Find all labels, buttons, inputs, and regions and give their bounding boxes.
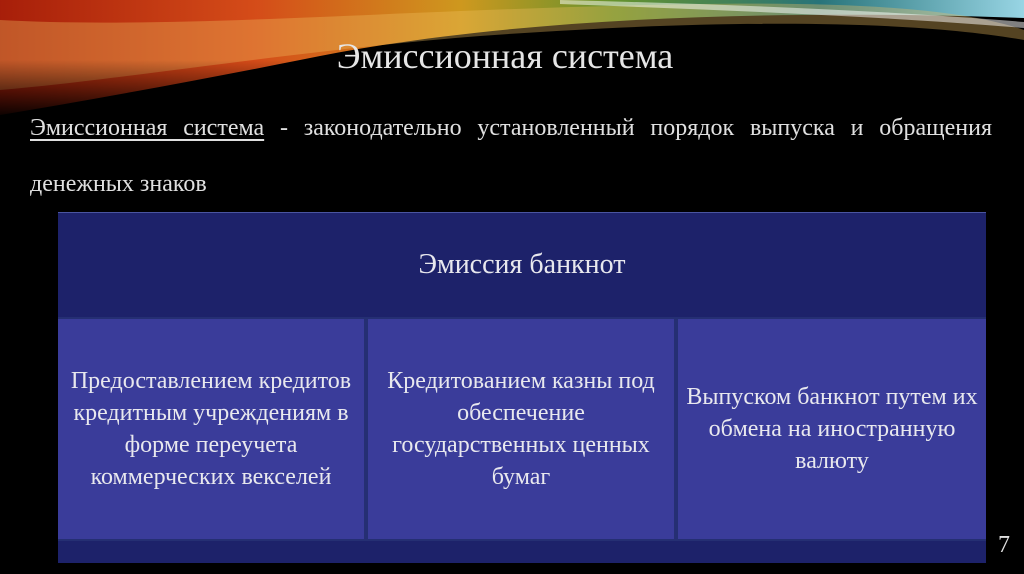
page-number: 7 (998, 532, 1010, 558)
emission-table (58, 212, 986, 563)
table-cell-1-text: Предоставлением кредитов кредитным учреждениям в форме переучета коммерческих векселей (70, 368, 352, 490)
slide-title: Эмиссионная система (336, 36, 674, 76)
table-cell-2-text: Кредитованием казны под обеспечение государственных ценных бумаг (387, 368, 655, 490)
definition-body: - законодательно установленный порядок выпуска и обращения денежных знаков (30, 115, 992, 197)
table-cell-2 (368, 319, 674, 539)
table-footer (58, 541, 986, 563)
table-header: Эмиссия банкнот (58, 213, 986, 317)
definition-text (30, 100, 992, 212)
table-cell-1 (58, 319, 364, 539)
definition-term: Эмиссионная система (30, 115, 265, 141)
table-cell-3 (678, 319, 986, 539)
table-cell-3-text: Выпуском банкнот путем их обмена на иностранную валюту (686, 384, 978, 474)
